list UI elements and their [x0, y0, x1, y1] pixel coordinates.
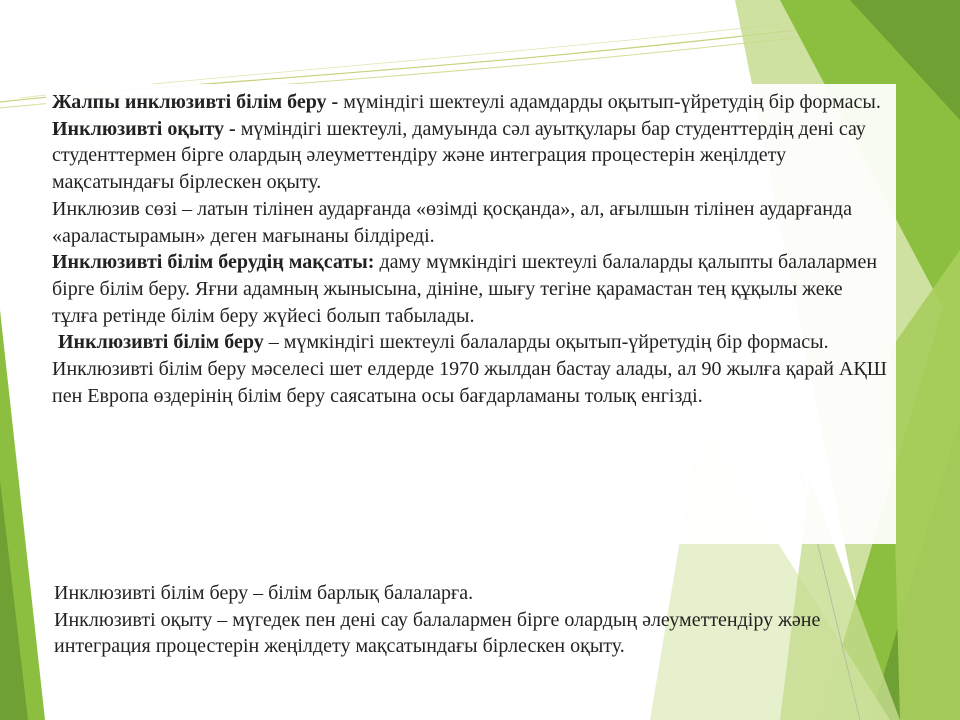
paragraph-inclusive-teaching: [52, 116, 890, 196]
bottom-paragraph: Инклюзивті білім беру – білім барлық балаларға.: [54, 582, 474, 604]
paragraph-text: – мүмкіндігі шектеулі балаларды оқытып-үйретудің бір формасы.: [263, 331, 829, 354]
paragraph-goal: [52, 249, 890, 329]
paragraph-text: даму мүмкіндігі шектеулі балаларды қалыпты балалармен бірге білім беру. Яғни адамның жынысына, дініне, шығу тегіне қарамастан тең құқылы жеке тұлға ретінде білім беру жүйесі болып табылады.: [52, 251, 878, 327]
bold-term: Инклюзивті оқыту -: [52, 117, 241, 140]
paragraph-text: мүміндігі шектеулі, дамуында сәл ауытқулары бар студенттердің дені сау студенттермен бірге олардың әлеуметтендіру және интеграция процестерін жеңілдету мақсатындағы бірлескен оқыту.: [52, 117, 866, 194]
bold-term: Жалпы инклюзивті білім беру -: [52, 91, 344, 113]
bottom-text-block: [54, 580, 844, 660]
bottom-paragraph: Инклюзивті оқыту – мүгедек пен дені сау балалармен бірге олардың әлеуметтендіру және интеграция процестерін жеңілдету мақсатындағы бірлескен оқыту.: [54, 608, 821, 658]
main-text-block: [52, 89, 890, 409]
paragraph-history: [52, 356, 890, 409]
paragraph-text: Инклюзив сөзі – латын тілінен аударғанда «өзімді қосқанда», ал, ағылшын тілінен аударғанда «араластырамын» деген мағынаны білдіреді.: [52, 197, 852, 247]
paragraph-text: мүміндігі шектеулі адамдарды оқытып-үйретудің бір формасы.: [343, 91, 881, 113]
paragraph-text: Инклюзивті білім беру мәселесі шет елдерде 1970 жылдан бастау алады, ал 90 жылға қарай АҚШ пен Европа өздерінің білім беру саясатына осы бағдарламаны толық енгізді.: [52, 358, 887, 407]
bold-term: Инклюзивті білім беру: [58, 331, 264, 354]
paragraph-inclusive-education: [52, 329, 890, 356]
paragraph-general-definition: [52, 89, 890, 116]
bold-term: Инклюзивті білім берудің мақсаты:: [52, 251, 375, 274]
paragraph-word-origin: [52, 196, 890, 249]
